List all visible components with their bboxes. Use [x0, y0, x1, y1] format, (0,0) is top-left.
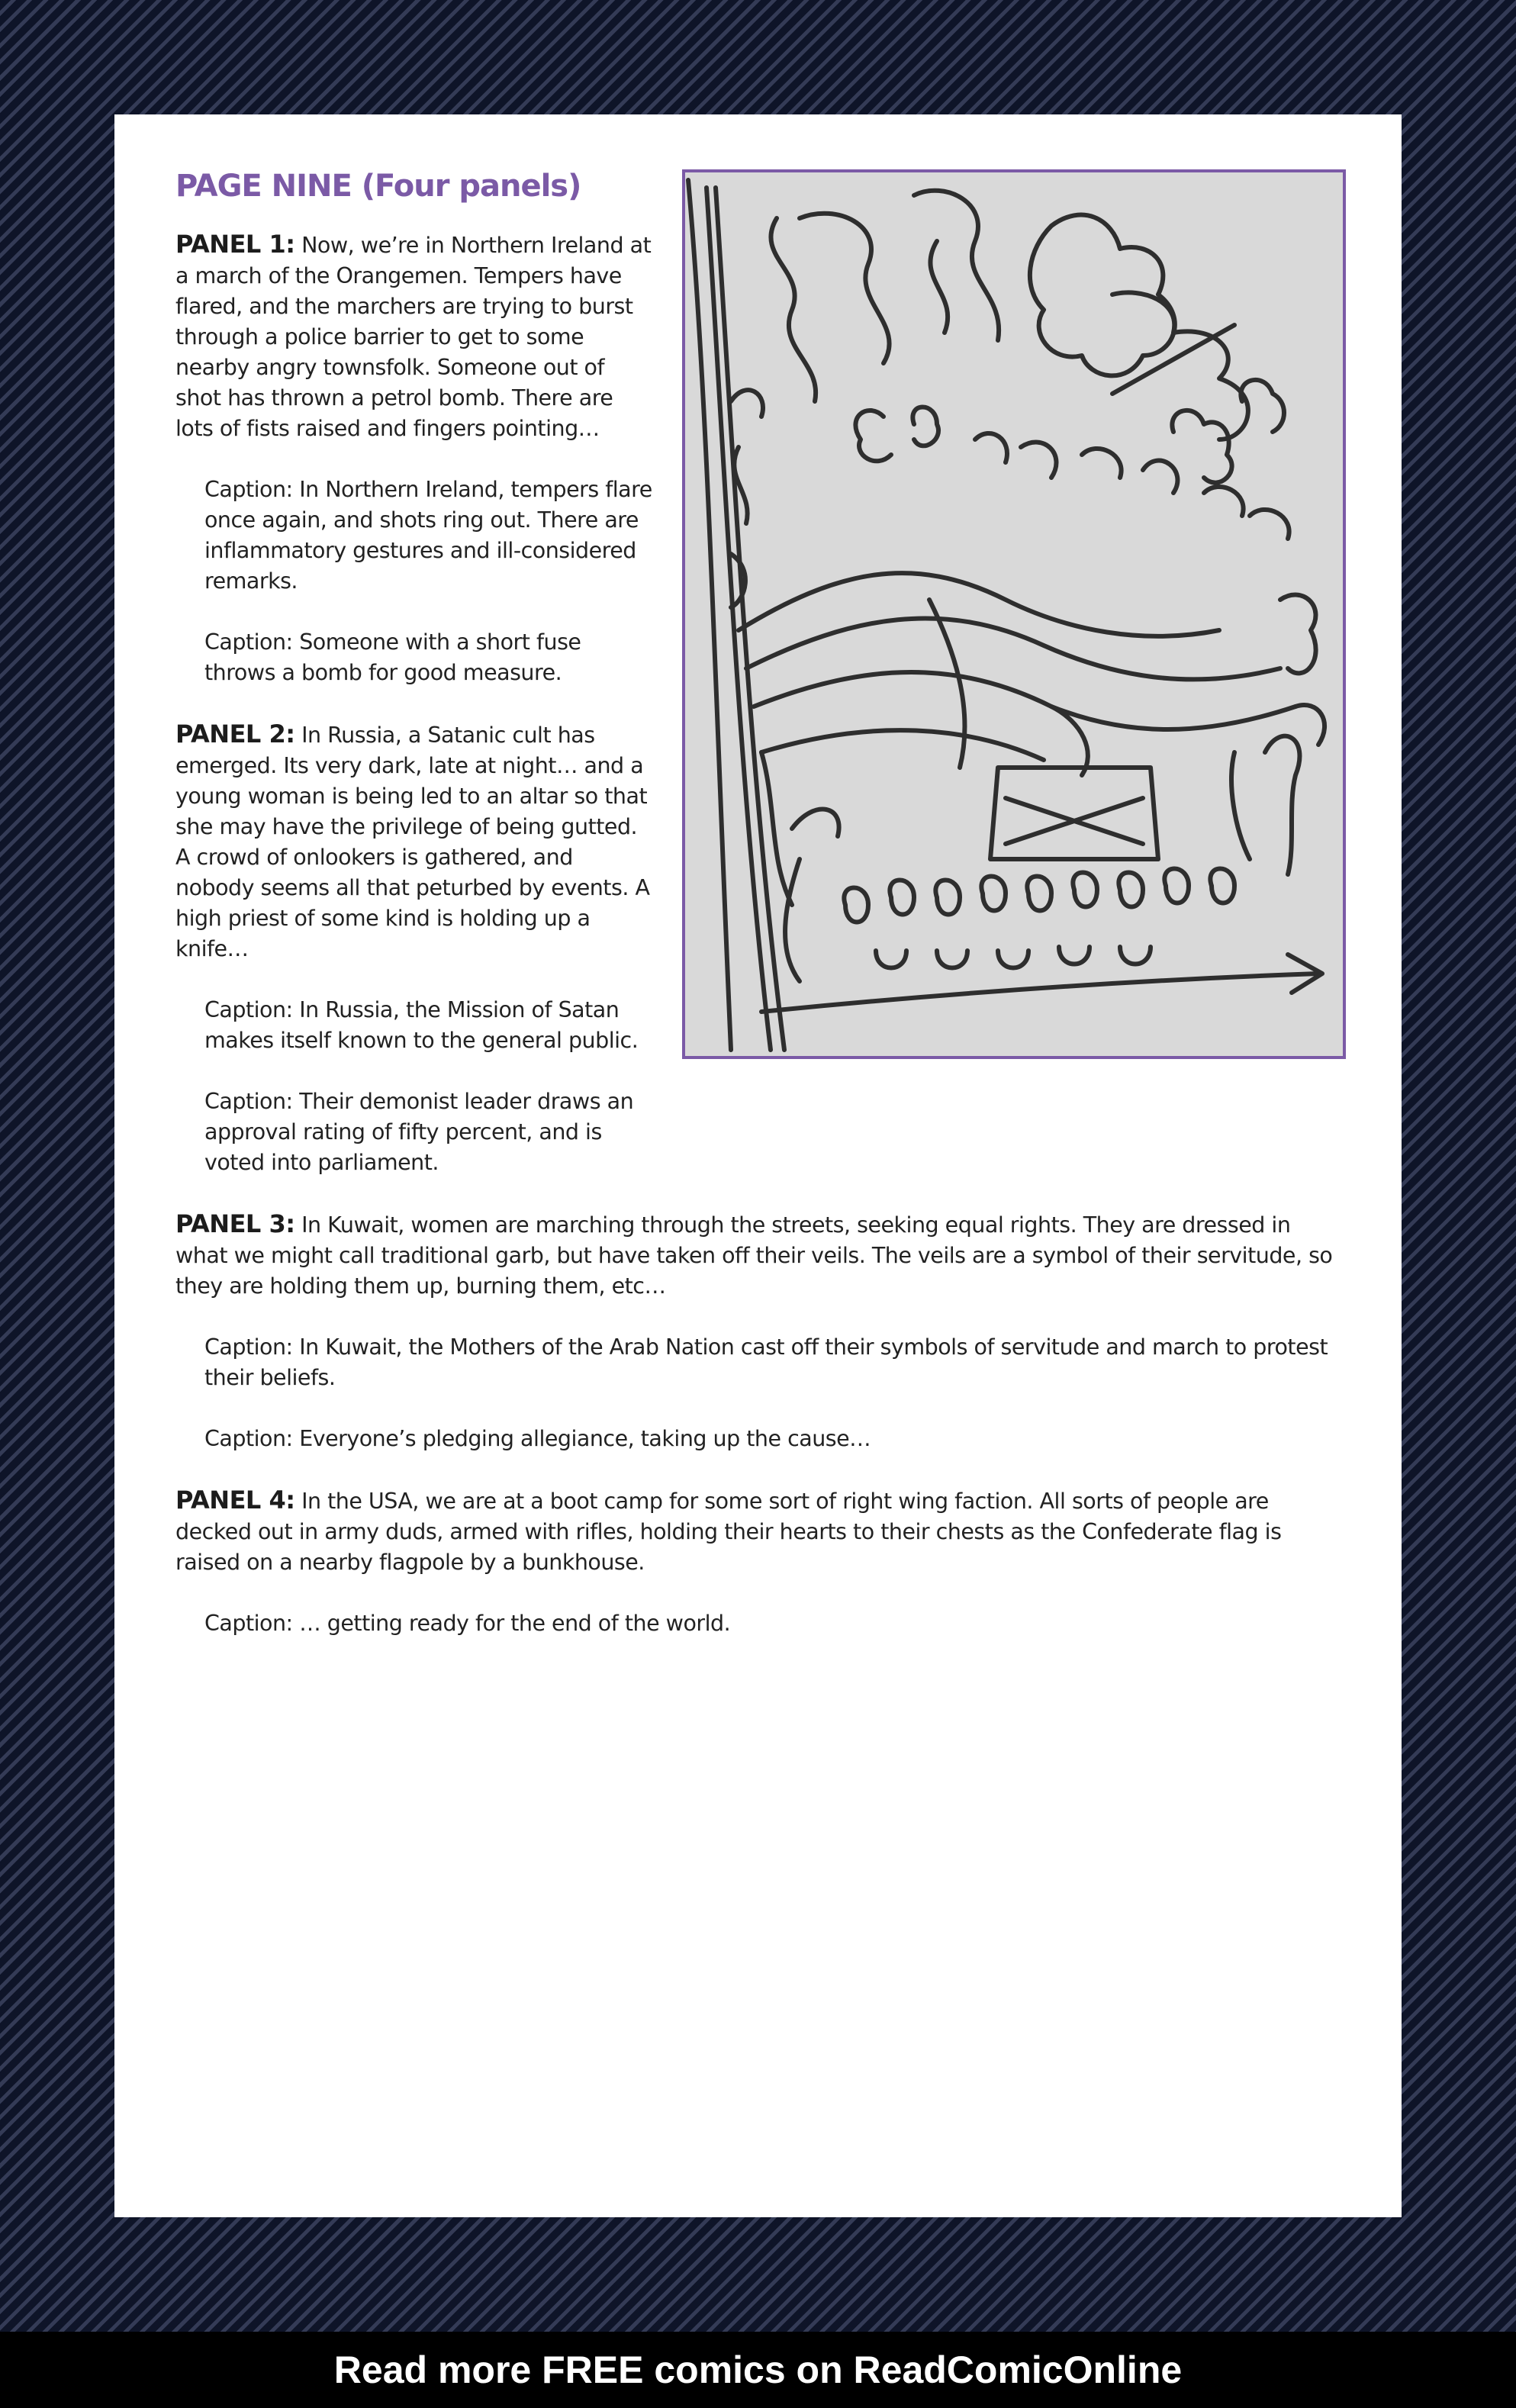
sketch-heads-2: [1172, 380, 1284, 483]
script-page: [114, 114, 1402, 2217]
panel-3-description: [175, 1209, 1335, 1302]
sketch-motion-lines-2: [754, 672, 1296, 760]
sketch-heads-1: [855, 407, 938, 462]
narrow-column: [175, 165, 656, 1178]
panel-4-text: In the USA, we are at a boot camp for some sort of right wing faction. All sorts of people are decked out in army duds, armed with rifles, holding their hearts to their chests as the Confederate flag is raised on a nearby flagpole by a bunkhouse.: [175, 1489, 1282, 1575]
sketch-crowd-row-1: [844, 869, 1234, 922]
sketch-crowd-upper: [975, 433, 1289, 539]
panel-2-text: In Russia, a Satanic cult has emerged. Its very dark, late at night… and a young woman is being led to an altar so that she may have the privilege of being gutted. A crowd of onlookers is gathered, and nobody seems all that peturbed by events. A high priest of some kind is holding up a knife…: [175, 723, 650, 961]
panel-2-description: [175, 719, 656, 964]
panel-3-caption-2: Caption: Everyone’s pledging allegiance, taking up the cause…: [204, 1426, 871, 1451]
panel-3-caption-1: Caption: In Kuwait, the Mothers of the Arab Nation cast off their symbols of servitude and march to protest their beliefs.: [204, 1334, 1328, 1390]
sketch-drawing: [685, 172, 1343, 1056]
sketch-tree-1: [771, 214, 889, 401]
sketch-standing-figures: [1231, 736, 1299, 874]
thumbnail-sketch: [682, 169, 1346, 1059]
panel-2-caption-1: Caption: In Russia, the Mission of Satan makes itself known to the general public.: [204, 997, 639, 1053]
page-title: PAGE NINE (Four panels): [175, 169, 581, 204]
panel-4-description: [175, 1485, 1335, 1578]
sketch-tree-2: [914, 191, 999, 340]
panel-1-caption-2: Caption: Someone with a short fuse throws a bomb for good measure.: [204, 629, 581, 685]
panel-2-label: PANEL 2:: [175, 720, 295, 748]
footer-banner[interactable]: Read more FREE comics on ReadComicOnline: [0, 2332, 1516, 2408]
panel-3-text: In Kuwait, women are marching through the streets, seeking equal rights. They are dressed in what we might call traditional garb, but have taken off their veils. The veils are a symbol of their servitude, so they are holding them up, burning them, etc…: [175, 1212, 1333, 1299]
sketch-ground-arrow: [761, 955, 1322, 1012]
sketch-motion-lines-1: [739, 573, 1280, 679]
panel-4-label: PANEL 4:: [175, 1486, 295, 1515]
panel-3-label: PANEL 3:: [175, 1209, 295, 1238]
sketch-altar: [990, 768, 1158, 859]
panel-1-description: [175, 229, 656, 444]
panel-1-text: Now, we’re in Northern Ireland at a march of the Orangemen. Tempers have flared, and the marchers are trying to burst through a police barrier to get to some nearby angry townsfolk. Someone out of shot has thrown a petrol bomb. There are lots of fists raised and fingers pointing…: [175, 233, 652, 441]
panel-2-caption-2: Caption: Their demonist leader draws an approval rating of fifty percent, and is voted into parliament.: [204, 1089, 634, 1175]
panel-1-caption-1: Caption: In Northern Ireland, tempers flare once again, and shots ring out. There are inflammatory gestures and ill-considered remarks.: [204, 477, 652, 594]
sketch-crowd-row-2: [876, 947, 1151, 968]
panel-4-caption-1: Caption: … getting ready for the end of the world.: [204, 1611, 731, 1636]
sketch-foliage-right: [1280, 595, 1324, 745]
panel-1-label: PANEL 1:: [175, 230, 295, 259]
